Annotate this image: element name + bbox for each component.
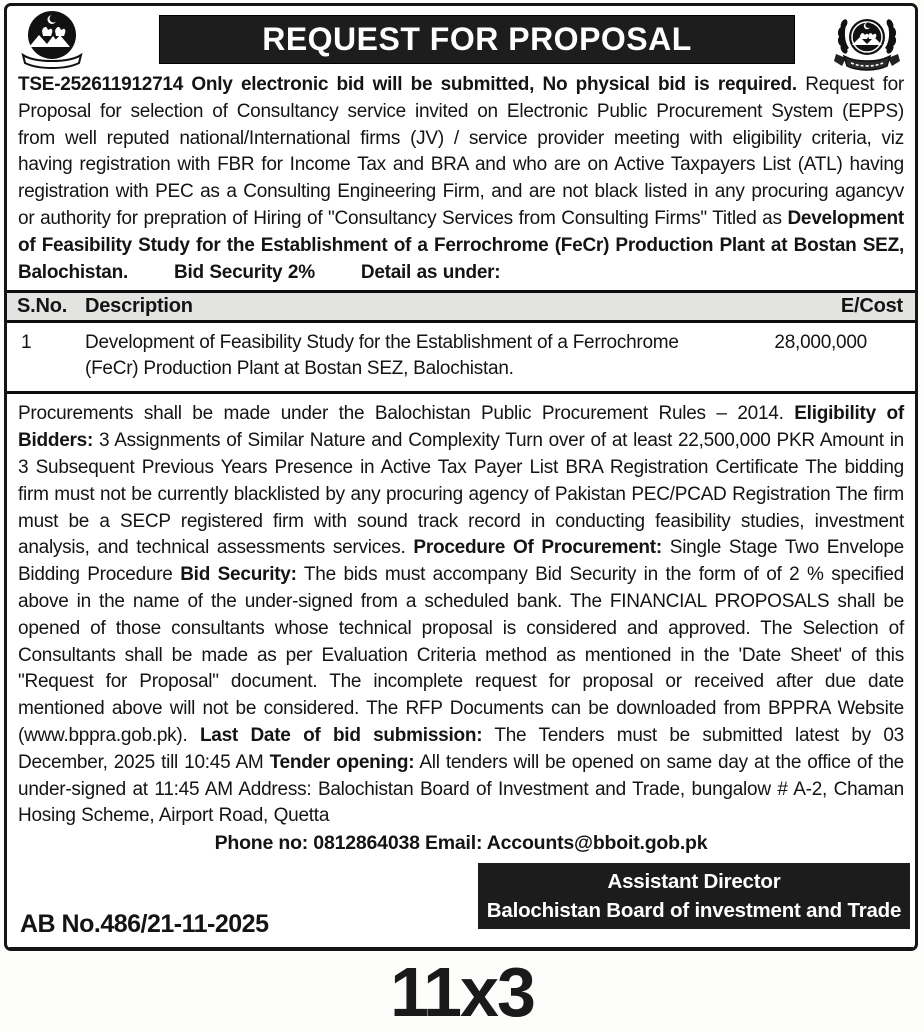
cost-table-header — [7, 290, 915, 323]
table-row — [7, 323, 915, 394]
ab-number: AB No.486/21-11-2025 — [20, 910, 268, 939]
contact-line: Phone no: 0812864038 Email: Accounts@bboit.gob.pk — [7, 832, 915, 855]
column-header-description: Description — [85, 295, 805, 318]
rfp-title-banner — [159, 15, 795, 64]
rfp-advert — [4, 3, 918, 951]
signatory-box — [478, 863, 910, 929]
column-header-cost: E/Cost — [805, 295, 915, 318]
advert-header — [7, 6, 915, 70]
column-header-sno: S.No. — [7, 295, 85, 318]
row-cost: 28,000,000 — [715, 330, 915, 382]
rfp-title: REQUEST FOR PROPOSAL — [262, 21, 692, 58]
terms-paragraph: Procurements shall be made under the Balochistan Public Procurement Rules – 2014. Eligibility of Bidders: 3 Assignments of Similar Nature and Complexity Turn over of at least 22,500,000 PKR Amount in 3 Subsequent Previous Years Presence in Active Tax Payer List BRA Registration Certificate The bidding firm must not be currently blacklisted by any procuring agency of Pakistan PEC/PCAD Registration The firm must be a SECP registered firm with sound track record in conducting feasibility studies, investment analysis, and technical assessments services. Procedure Of Procurement: Single Stage Two Envelope Bidding Procedure Bid Security: The bids must accompany Bid Security in the form of of 2 % specified above in the name of the under-signed from a scheduled bank. The FINANCIAL PROPOSALS shall be opened of those consultants whose technical proposal is considered and approved. The Selection of Consultants shall be made as per Evaluation Criteria method as mentioned in the 'Date Sheet' of this "Request for Proposal" document. The incomplete request for proposal or received after due date mentioned above will not be considered. The RFP Documents can be downloaded from BPPRA Website (www.bppra.gob.pk). Last Date of bid submission: The Tenders must be submitted latest by 03 December, 2025 till 10:45 AM Tender opening: All tenders will be opened on same day at the office of the under-signed at 11:45 AM Address: Balochistan Board of Investment and Trade, bungalow # A-2, Chaman Hosing Scheme, Airport Road, Quetta — [7, 399, 915, 830]
signature-block — [7, 855, 915, 947]
signatory-organization: Balochistan Board of investment and Trade — [487, 896, 901, 925]
row-description: Development of Feasibility Study for the Establishment of a Ferrochrome (FeCr) Production Plant at Bostan SEZ, Balochistan. — [85, 330, 715, 382]
cost-table — [7, 290, 915, 394]
balochistan-board-emblem-right — [824, 10, 910, 87]
dpr-social-bar — [7, 947, 915, 951]
row-sno: 1 — [7, 330, 85, 382]
terms-section — [7, 399, 915, 855]
intro-paragraph: TSE-252611912714 Only electronic bid will be submitted, No physical bid is required. Request for Proposal for selection of Consultancy service invited on Electronic Public Procurement System (EPPS) from well reputed national/International firms (JV) / service provider meeting with eligibility criteria, viz having registration with FBR for Income Tax and BRA and who are on Active Taxpayers List (ATL) having registration with PEC as a Consulting Engineering Firm, and are not black listed in any procuring agancyv or authority for prepration of Hiring of "Consultancy Services from Consulting Firms" Titled as Development of Feasibility Study for the Establishment of a Ferrochrome (FeCr) Production Plant at Bostan SEZ, Balochistan. Bid Security 2% Detail as under: — [7, 70, 915, 286]
ad-size-tag: 11x3 — [0, 952, 924, 1032]
signatory-title: Assistant Director — [608, 867, 781, 896]
balochistan-government-emblem-left — [15, 9, 89, 76]
